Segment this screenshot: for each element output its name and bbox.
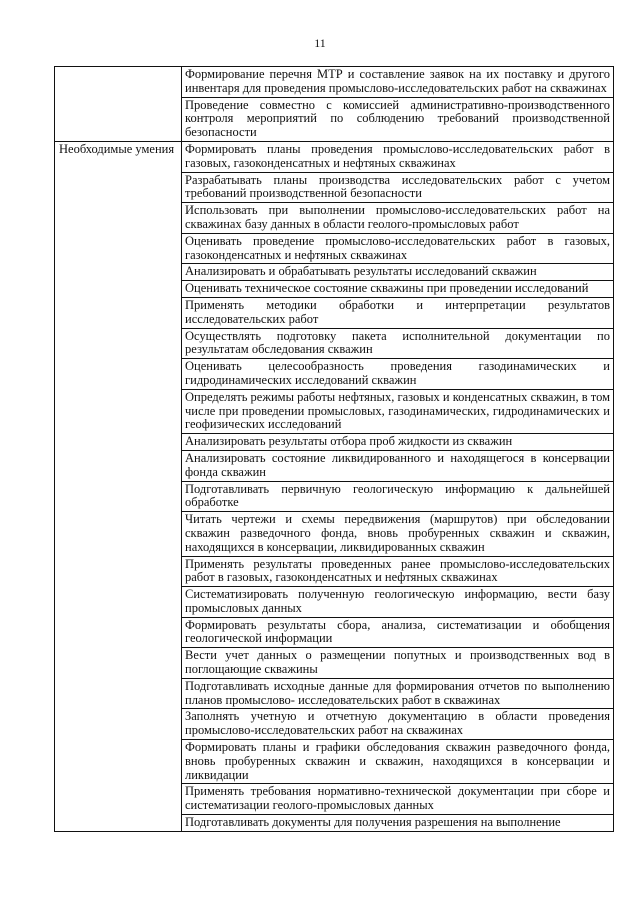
table-cell-description: Формирование перечня МТР и составление заявок на их поставку и другого инвентаря для проведения промыслово-исследовательских работ на скважинах — [182, 67, 614, 98]
skills-table — [54, 66, 614, 832]
table-body — [55, 67, 614, 832]
table-cell-description: Оценивать проведение промыслово-исследовательских работ в газовых, газоконденсатных и нефтяных скважинах — [182, 233, 614, 264]
table-cell-description: Формировать планы проведения промыслово-исследовательских работ в газовых, газоконденсатных и нефтяных скважинах — [182, 141, 614, 172]
table-cell-description: Проведение совместно с комиссией административно-производственного контроля мероприятий по соблюдению требований производственной безопасности — [182, 97, 614, 141]
table-cell-description: Систематизировать полученную геологическую информацию, вести базу промысловых данных — [182, 587, 614, 618]
table-cell-description: Анализировать результаты отбора проб жидкости из скважин — [182, 434, 614, 451]
row-label: Необходимые умения — [55, 141, 182, 831]
table-cell-description: Оценивать техническое состояние скважины при проведении исследований — [182, 281, 614, 298]
table-cell-description: Применять результаты проведенных ранее промыслово-исследовательских работ в газовых, газоконденсатных и нефтяных скважинах — [182, 556, 614, 587]
table-cell-description: Подготавливать первичную геологическую информацию к дальнейшей обработке — [182, 481, 614, 512]
table-cell-description: Использовать при выполнении промыслово-исследовательских работ на скважинах базу данных в области геолого-промысловых работ — [182, 203, 614, 234]
table-cell-description: Анализировать состояние ликвидированного и находящегося в консервации фонда скважин — [182, 450, 614, 481]
row-label-empty — [55, 67, 182, 142]
table-cell-description: Формировать результаты сбора, анализа, систематизации и обобщения геологической информации — [182, 617, 614, 648]
table-cell-description: Применять методики обработки и интерпретации результатов исследовательских работ — [182, 297, 614, 328]
table-cell-description: Подготавливать исходные данные для формирования отчетов по выполнению планов промыслово- исследовательских работ в скважинах — [182, 678, 614, 709]
page-number: 11 — [314, 36, 326, 50]
table-row — [55, 67, 614, 98]
table-cell-description: Определять режимы работы нефтяных, газовых и конденсатных скважин, в том числе при проведении промысловых, газодинамических, гидродинамических и геофизических исследований — [182, 389, 614, 433]
table-cell-description: Осуществлять подготовку пакета исполнительной документации по результатам обследования скважин — [182, 328, 614, 359]
table-cell-description: Подготавливать документы для получения разрешения на выполнение — [182, 815, 614, 832]
table-cell-description: Формировать планы и графики обследования скважин разведочного фонда, вновь пробуренных скважин и скважин, находящихся в консервации и ликвидации — [182, 740, 614, 784]
table-cell-description: Разрабатывать планы производства исследовательских работ с учетом требований производственной безопасности — [182, 172, 614, 203]
table-row — [55, 141, 614, 172]
table-cell-description: Анализировать и обрабатывать результаты исследований скважин — [182, 264, 614, 281]
table-cell-description: Вести учет данных о размещении попутных и производственных вод в поглощающие скважины — [182, 648, 614, 679]
table-cell-description: Оценивать целесообразность проведения газодинамических и гидродинамических исследований скважин — [182, 359, 614, 390]
table-cell-description: Применять требования нормативно-технической документации при сборе и систематизации геолого-промысловых данных — [182, 784, 614, 815]
table-cell-description: Заполнять учетную и отчетную документацию в области проведения промыслово-исследовательских работ на скважинах — [182, 709, 614, 740]
table-cell-description: Читать чертежи и схемы передвижения (маршрутов) при обследовании скважин разведочного фонда, вновь пробуренных скважин и скважин, находящихся в консервации, ликвидированных скважин — [182, 512, 614, 556]
